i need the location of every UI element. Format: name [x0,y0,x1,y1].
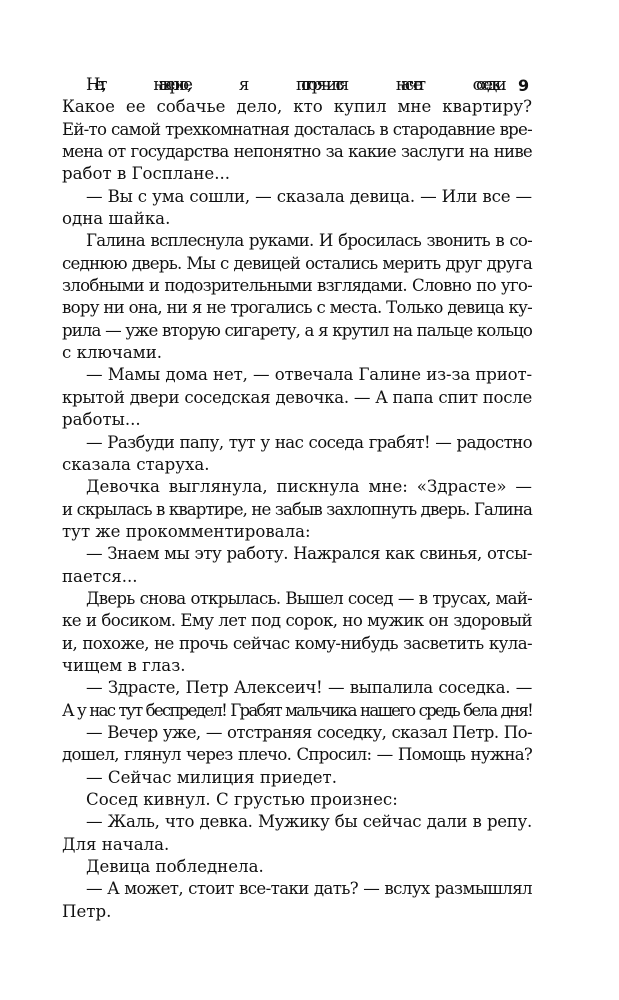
text-line: чищем в глаз. [62,655,186,675]
text-line: седнюю дверь. Мы с девицей остались мерить друг друга [62,253,532,273]
body-text [62,74,532,923]
text-line: — Вечер уже, — отстраняя соседку, сказал Петр. По- [86,722,532,742]
text-line: и скрылась в квартире, не забыв захлопнуть дверь. Галина [62,499,532,519]
text-line: мена от государства непонятно за какие заслуги на ниве [62,142,532,162]
text-line: тут же прокомментировала: [62,521,311,541]
text-line: А у нас тут беспредел! Грабят мальчика нашего средь бела дня! [62,700,532,720]
text-line: Сосед кивнул. С грустью произнес: [86,790,398,809]
text-line: Девица побледнела. [86,857,264,877]
text-line: Девочка выглянула, пискнула мне: «Здрасте» — [86,477,532,497]
text-line: сказала старуха. [62,454,210,474]
text-line: пается... [62,566,138,586]
text-line: — А может, стоит все-таки дать? — вслух размышлял [86,879,532,899]
text-line: ке и босиком. Ему лет под сорок, но мужик он здоровый [62,611,532,631]
text-line: Ей-то самой трехкомнатная досталась в стародавние вре- [62,119,532,139]
text-line: — Сейчас милиция приедет. [86,767,337,787]
text-line: с ключами. [62,343,163,363]
text-line: дошел, глянул через плечо. Спросил: — Помощь нужна? [62,745,532,765]
text-line: — Вы с ума сошли, — сказала девица. — Или все — [86,186,532,206]
text-line: Галина всплеснула руками. И бросилась звонить в со- [86,231,532,251]
text-line: — Разбуди папу, тут у нас соседа грабят! — радостно [86,432,532,452]
text-line: — Здрасте, Петр Алексеич! — выпалила соседка. — [86,678,532,698]
text-line: Для начала. [62,834,170,854]
text-line: и, похоже, не прочь сейчас кому-нибудь засветить кула- [62,633,532,653]
text-line: Нет, наверное, я погорячился насчет соседки. [86,75,500,94]
text-line: работ в Госплане... [62,164,231,184]
text-line: крытой двери соседская девочка. — А папа спит после [62,387,532,407]
text-line: — Знаем мы эту работу. Нажрался как свинья, отсы- [86,544,532,564]
text-line: Дверь снова открылась. Вышел сосед — в трусах, май- [86,588,532,608]
text-line: вору ни она, ни я не трогались с места. Только девица ку- [62,298,532,318]
text-line: работы... [62,410,141,430]
page-number: 9 [518,76,530,95]
text-line: злобными и подозрительными взглядами. Словно по уго- [62,276,532,296]
text-line: Петр. [62,901,112,921]
text-line: Какое ее собачье дело, кто купил мне квартиру? [62,97,532,117]
text-line: — Мамы дома нет, — отвечала Галине из-за приот- [86,365,532,385]
text-line: одна шайка. [62,209,171,229]
text-line: рила — уже вторую сигарету, а я крутил на пальце кольцо [62,320,532,340]
text-line: — Жаль, что девка. Мужику бы сейчас дали в репу. [86,812,532,832]
